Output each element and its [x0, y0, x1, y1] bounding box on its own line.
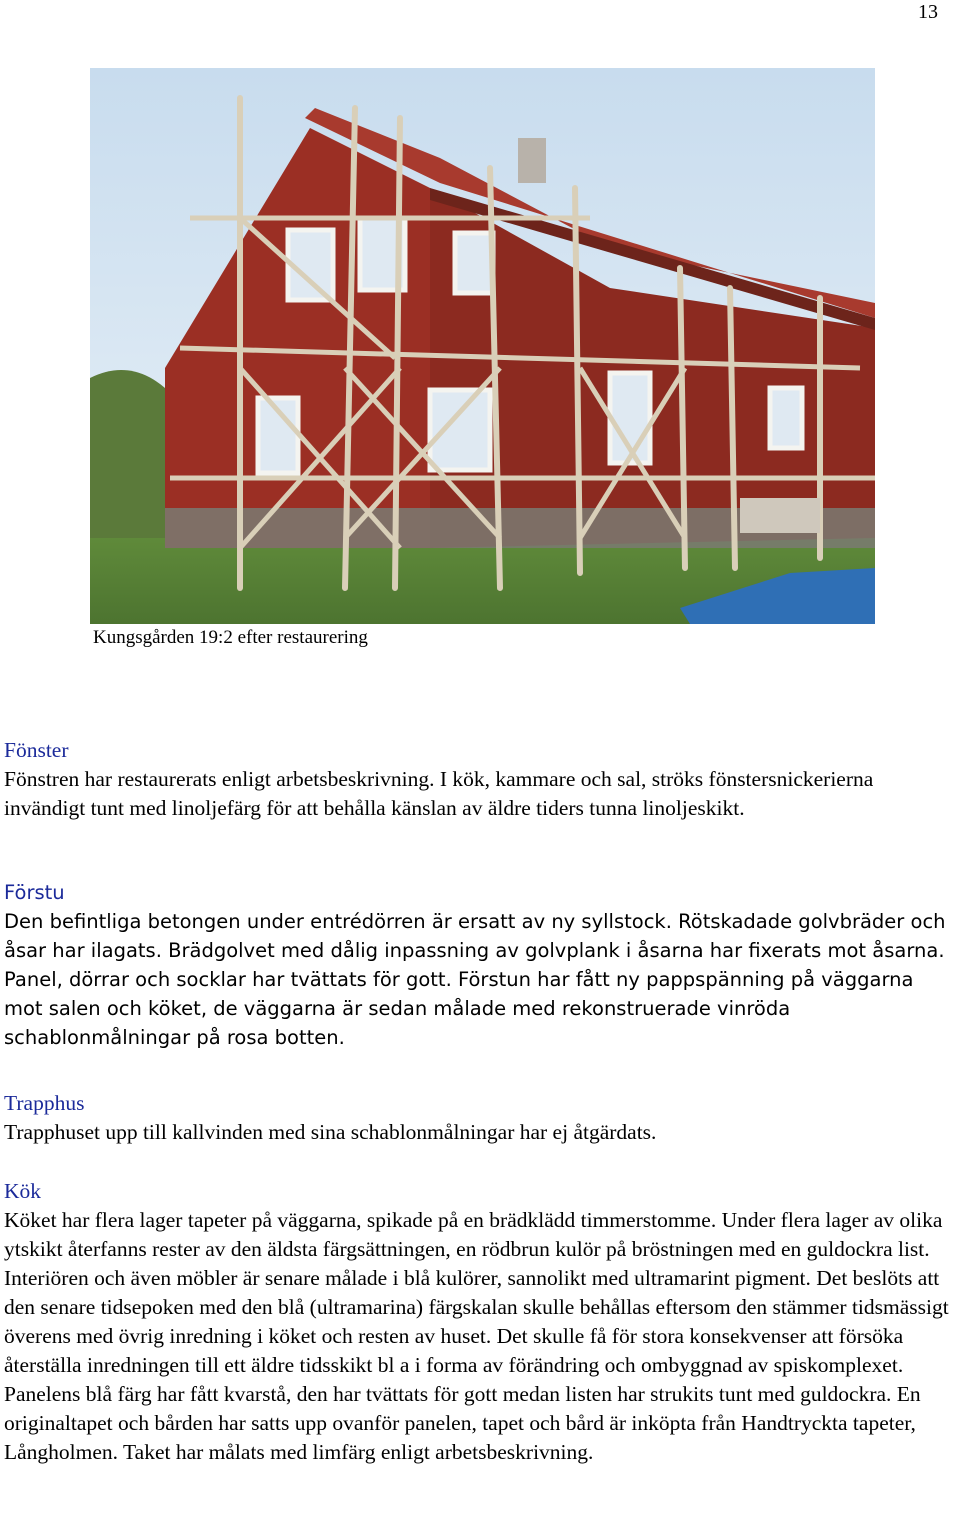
section-paragraph: Trapphuset upp till kallvinden med sina schablonmålningar har ej åtgärdats. — [4, 1120, 657, 1144]
section-heading: Trapphus — [4, 1091, 85, 1115]
section-kok — [4, 1177, 954, 1467]
page-number: 13 — [918, 1, 938, 23]
section-trapphus — [4, 1089, 954, 1147]
section-forstu — [4, 878, 954, 1052]
photo-caption: Kungsgården 19:2 efter restaurering — [93, 627, 368, 648]
house-photo — [90, 68, 875, 624]
section-paragraph: Den befintliga betongen under entrédörren är ersatt av ny syllstock. Rötskadade golvbräder och åsar har ilagats. Brädgolvet med dålig inpassning av golvplank i åsarna har fixerats mot åsarna. Panel, dörrar och socklar har tvättats för gott. Förstun har fått ny pappspänning på väggarna mot salen och köket, de väggarna är sedan målade med rekonstruerade vinröda schablonmålningar på rosa botten. — [4, 910, 946, 1049]
section-heading: Kök — [4, 1179, 42, 1203]
section-fonster — [4, 736, 954, 823]
section-heading: Fönster — [4, 738, 69, 762]
section-heading: Förstu — [4, 881, 65, 904]
section-paragraph: Köket har flera lager tapeter på väggarna, spikade på en brädklädd timmerstomme. Under flera lager av olika ytskikt återfanns rester av den äldsta färgsättningen, en rödbrun kulör på bröstningen med en guldockra list. Interiören och även möbler är senare målade i blå kulörer, sannolikt med ultramarint pigment. Det beslöts att den senare tidsepoken med den blå (ultramarina) färgskalan skulle behållas eftersom den stämmer tidsmässigt överens med övrig inredning i köket och resten av huset. Det skulle få för stora konsekvenser att försöka återställa inredningen till ett äldre tidsskikt bl a i forma av förändring och ombyggnad av spiskomplexet. Panelens blå färg har fått kvarstå, den har tvättats för gott medan listen har strukits tunt med guldockra. En originaltapet och bården har satts upp ovanför panelen, tapet och bård är inköpta från Handtryckta tapeter, Långholmen. Taket har målats med limfärg enligt arbetsbeskrivning. — [4, 1208, 949, 1464]
section-paragraph: Fönstren har restaurerats enligt arbetsbeskrivning. I kök, kammare och sal, ströks fönstersnickerierna invändigt tunt med linoljefärg för att behålla känslan av äldre tiders tunna linoljeskikt. — [4, 767, 874, 820]
